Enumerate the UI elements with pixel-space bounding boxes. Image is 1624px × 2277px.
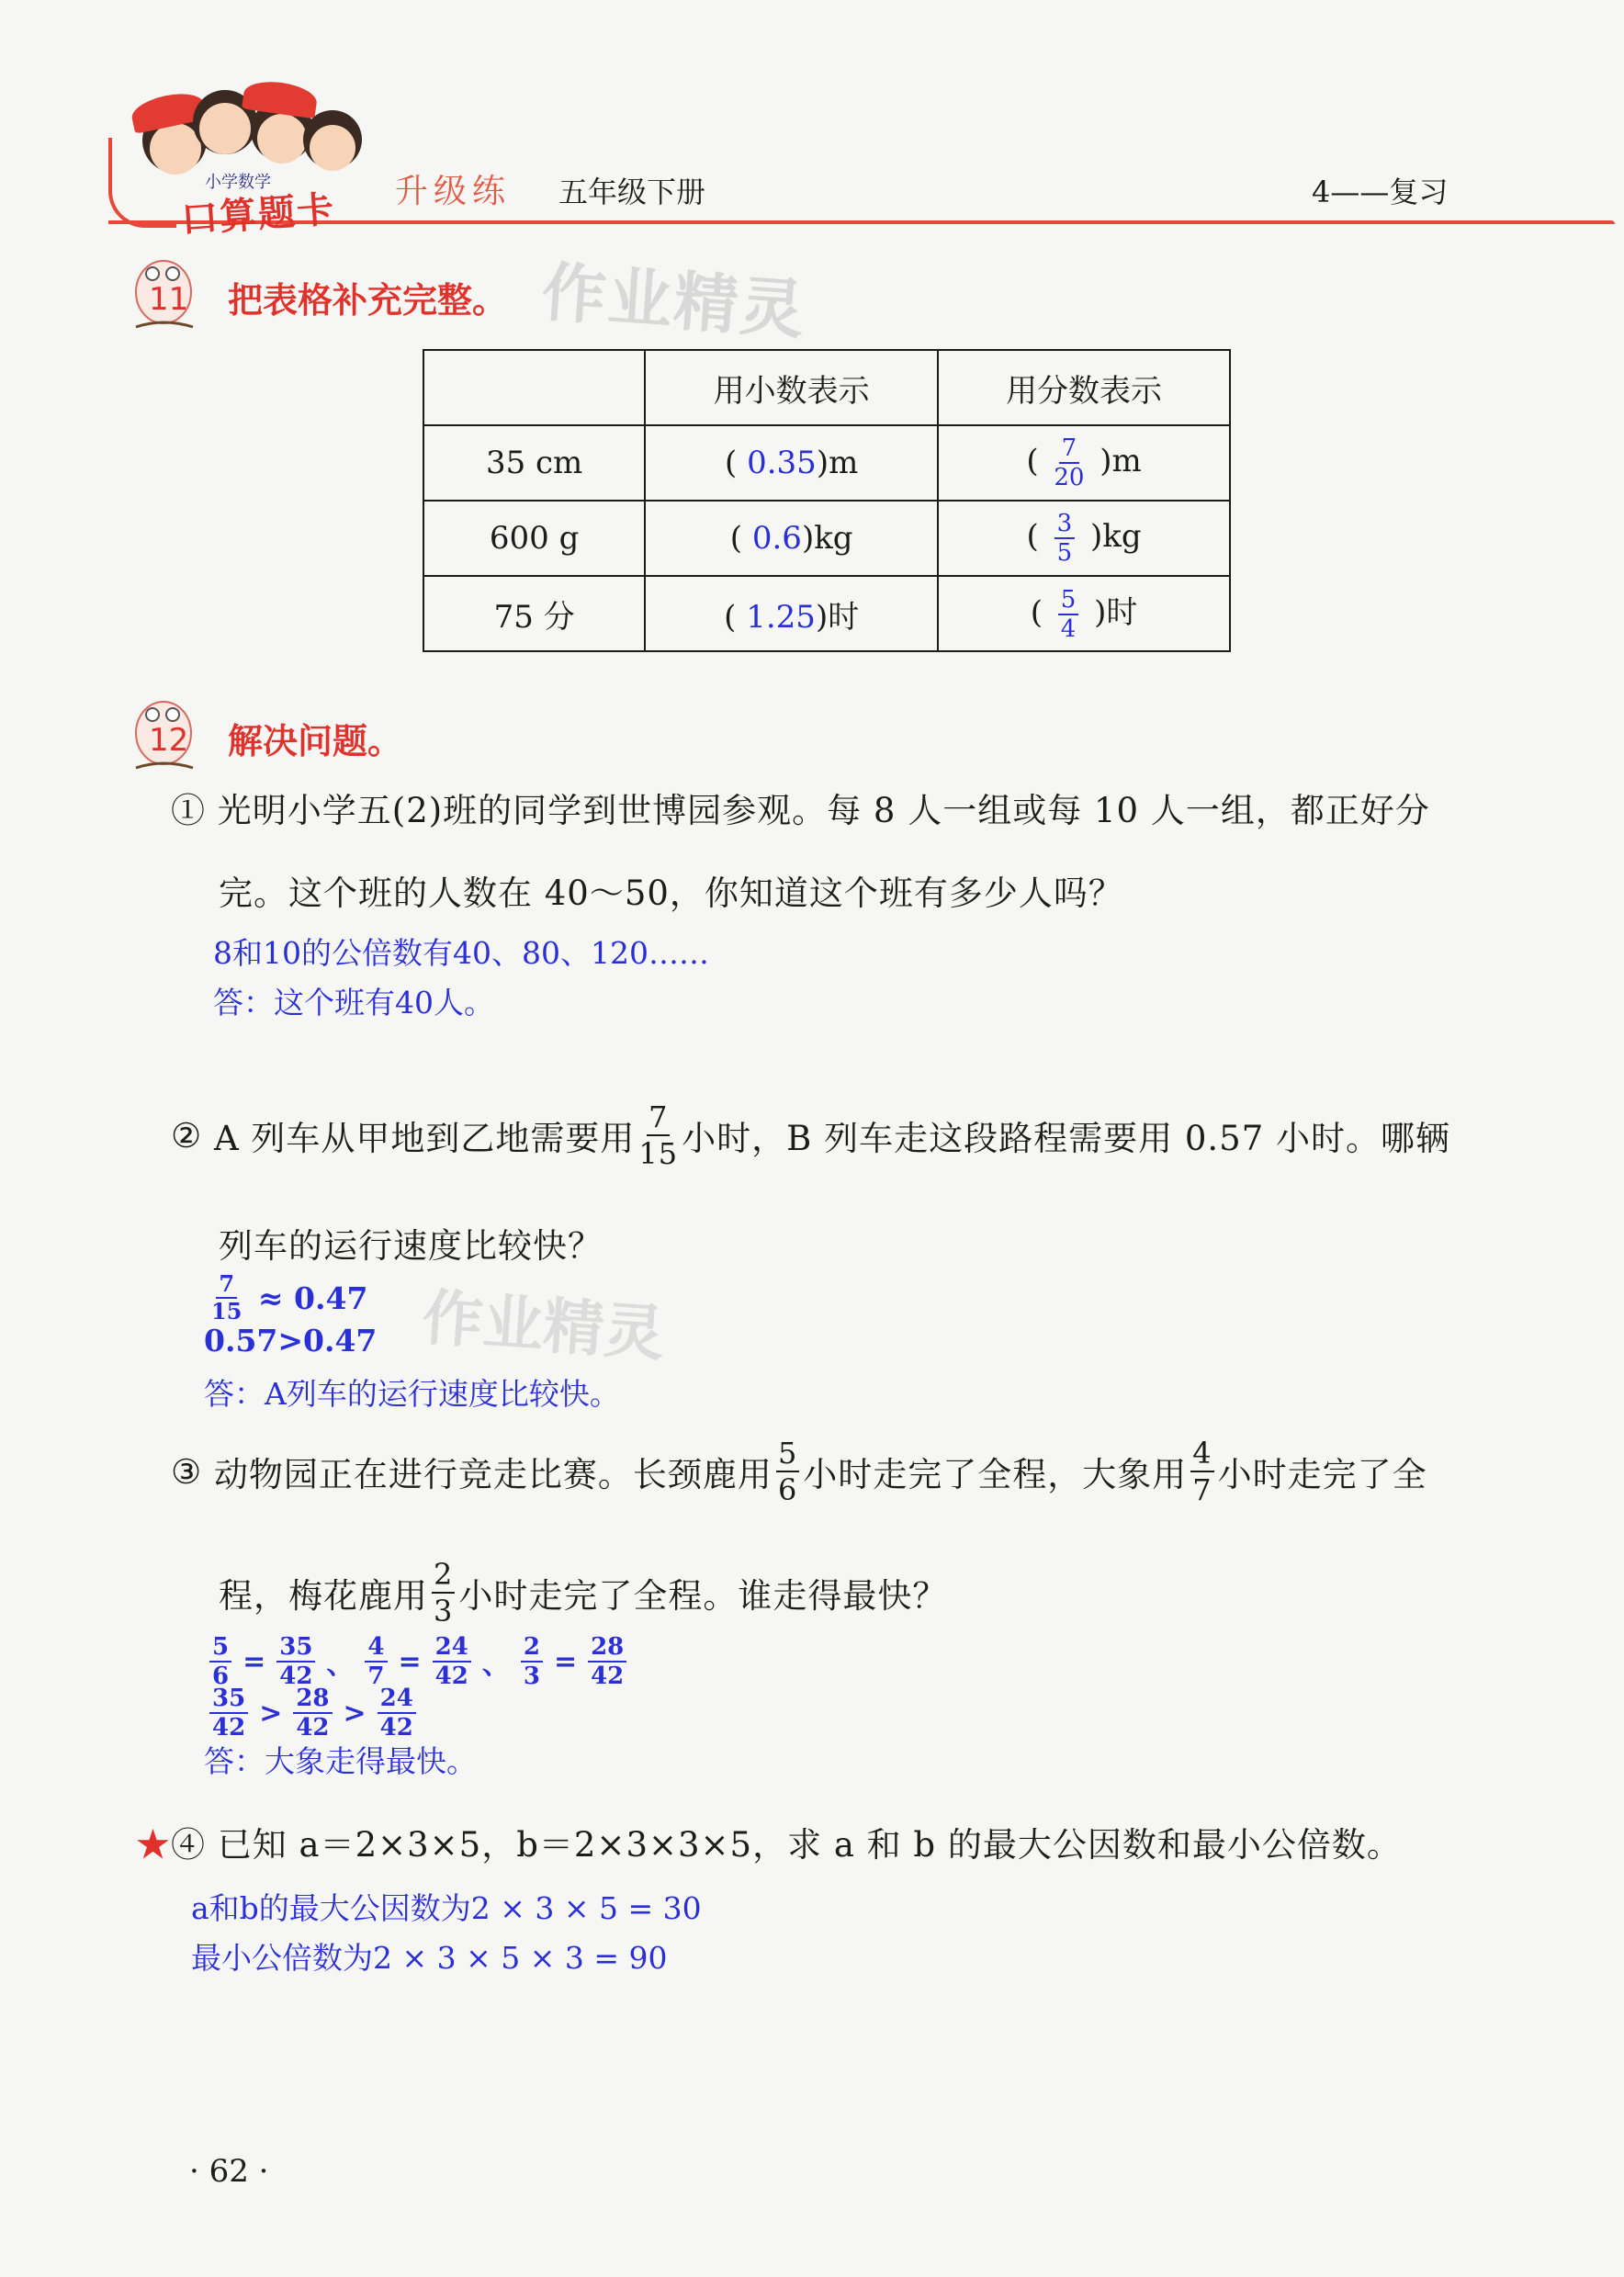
numerator: 5 (1058, 588, 1079, 615)
answer-3-line-1 (204, 1635, 632, 1688)
fraction (293, 1686, 332, 1740)
paren-open: ( (724, 598, 737, 636)
question-text: 程，梅花鹿用 (219, 1576, 428, 1616)
paren-open: ( (1030, 593, 1043, 631)
fraction (521, 1635, 543, 1688)
fraction-cell (938, 576, 1230, 651)
fraction-answer (1054, 436, 1084, 490)
question-text: 已知 a＝2×3×5，b＝2×3×3×5，求 a 和 b 的最大公因数和最小公倍数。 (217, 1825, 1402, 1865)
fraction (588, 1635, 626, 1688)
question-text: 小时走完了全 (1217, 1455, 1427, 1494)
decimal-cell (645, 576, 938, 651)
table-row (423, 576, 1230, 651)
watermark-text: 作业精灵 (420, 1281, 667, 1370)
denominator: 3 (434, 1594, 454, 1629)
row-label: 35 cm (423, 425, 645, 501)
table-row (423, 501, 1230, 576)
series-label: 升级练 (395, 173, 512, 210)
paren-open: ( (1026, 518, 1039, 555)
denominator: 7 (367, 1663, 385, 1690)
section-number: 12 (149, 722, 189, 759)
answer-1-line-2: 答：这个班有40人。 (213, 985, 494, 1020)
unit-text: )时 (815, 598, 860, 636)
page-number: · 62 · (189, 2153, 269, 2190)
fraction (276, 1635, 315, 1688)
numerator: 28 (588, 1635, 626, 1663)
question-text: 小时，B 列车走这段路程需要用 0.57 小时。哪辆 (682, 1119, 1450, 1158)
fraction (1190, 1438, 1213, 1505)
question-4 (136, 1817, 1402, 1866)
section-11-heading (129, 250, 882, 348)
numerator: 35 (276, 1635, 315, 1663)
table-header-cell: 用小数表示 (645, 350, 938, 425)
question-3-line-2 (219, 1557, 948, 1629)
question-mark: ① (171, 791, 206, 830)
question-mark: ③ (171, 1451, 203, 1492)
numerator: 7 (1059, 436, 1080, 464)
numerator: 7 (648, 1099, 669, 1134)
numerator: 7 (216, 1273, 237, 1299)
answer-symbol: 、 (481, 1649, 510, 1681)
fraction (211, 1270, 242, 1324)
answer-2-line-3: 答：A列车的运行速度比较快。 (204, 1376, 620, 1412)
watermark-text: 作业精灵 (539, 254, 809, 348)
answer-symbol: 、 (326, 1649, 355, 1681)
answer-2-line-1 (206, 1270, 368, 1324)
fraction (433, 1635, 471, 1688)
decimal-answer: 0.35 (747, 445, 817, 481)
question-mark: ② (171, 1115, 203, 1155)
brand-small-text: 小学数学 (205, 173, 271, 192)
question-1-line-2: 完。这个班的人数在 40～50，你知道这个班有多少人吗？ (219, 874, 1123, 913)
conversion-table (423, 349, 1231, 652)
paren-open: ( (725, 445, 738, 481)
fraction-answer (1054, 512, 1076, 565)
decimal-answer: 0.6 (751, 520, 802, 557)
numerator: 24 (378, 1686, 416, 1714)
question-1-line-1 (171, 783, 1430, 832)
question-text: 小时走完了全程，大象用 (803, 1455, 1188, 1494)
fraction (209, 1635, 231, 1688)
section-title: 把表格补充完整。 (228, 280, 508, 321)
numerator: 35 (209, 1686, 248, 1714)
decimal-answer: 1.25 (746, 598, 816, 636)
question-text: 动物园正在进行竞走比赛。长颈鹿用 (213, 1455, 773, 1494)
row-label: 75 分 (423, 576, 645, 651)
denominator: 20 (1054, 464, 1085, 491)
decimal-cell (645, 425, 938, 501)
question-text: 小时走完了全程。谁走得最快？ (458, 1576, 948, 1616)
star-icon: ★ (136, 1825, 171, 1865)
fraction (365, 1635, 387, 1688)
kid-face-icon (310, 125, 355, 171)
answer-1-line-1: 8和10的公倍数有40、80、120…… (213, 935, 709, 971)
answer-3-line-3: 答：大象走得最快。 (204, 1743, 477, 1779)
numerator: 24 (433, 1635, 471, 1663)
denominator: 15 (211, 1298, 242, 1324)
answer-symbol: > (259, 1696, 283, 1730)
fraction-answer (1058, 585, 1079, 643)
table-row (423, 425, 1230, 501)
brand-main-text: 口算题卡 (179, 188, 337, 242)
answer-symbol: = (398, 1645, 422, 1678)
denominator: 6 (777, 1472, 798, 1507)
fraction (776, 1438, 799, 1505)
section-number: 11 (149, 281, 189, 318)
fraction-cell (938, 425, 1230, 501)
question-2-line-1 (171, 1099, 1450, 1171)
paren-open: ( (729, 520, 743, 557)
answer-symbol: = (553, 1645, 578, 1678)
unit-text: )m (816, 445, 859, 481)
denominator: 42 (379, 1714, 413, 1742)
kid-face-icon (257, 114, 307, 163)
kid-face-icon (199, 103, 251, 154)
answer-3-line-2 (204, 1686, 422, 1740)
grade-label: 五年级下册 (558, 175, 706, 209)
brand-logo (115, 83, 381, 242)
answer-text: ≈ 0.47 (257, 1279, 368, 1316)
denominator: 42 (296, 1714, 330, 1742)
numerator: 2 (434, 1557, 454, 1592)
denominator: 4 (1060, 614, 1077, 643)
question-3-line-1 (171, 1438, 1427, 1505)
question-mark: ④ (171, 1825, 206, 1865)
question-text: 光明小学五(2)班的同学到世博园参观。每 8 人一组或每 10 人一组，都正好分 (217, 791, 1430, 830)
question-2-line-2: 列车的运行速度比较快？ (219, 1226, 603, 1266)
unit-text: )kg (801, 520, 853, 557)
fraction (638, 1099, 679, 1171)
unit-text: )kg (1089, 518, 1142, 555)
answer-symbol: = (242, 1645, 266, 1678)
denominator: 5 (1056, 539, 1073, 567)
answer-4-line-1: a和b的最大公因数为2 × 3 × 5 = 30 (191, 1890, 702, 1926)
answer-4-line-2: 最小公倍数为2 × 3 × 5 × 3 = 90 (191, 1940, 668, 1976)
numerator: 5 (777, 1436, 798, 1471)
numerator: 4 (365, 1635, 387, 1663)
denominator: 6 (212, 1663, 230, 1690)
numerator: 4 (1192, 1436, 1212, 1471)
unit-text: )m (1100, 443, 1142, 479)
denominator: 42 (279, 1663, 313, 1690)
unit-text: )时 (1094, 593, 1138, 631)
row-label: 600 g (423, 501, 645, 576)
numerator: 2 (521, 1635, 543, 1663)
section-12-heading (129, 691, 588, 783)
denominator: 7 (1192, 1472, 1212, 1507)
decimal-cell (645, 501, 938, 576)
denominator: 3 (523, 1663, 540, 1690)
denominator: 42 (434, 1663, 468, 1690)
table-header-row (423, 350, 1230, 425)
table-header-cell: 用分数表示 (938, 350, 1230, 425)
denominator: 42 (591, 1663, 625, 1690)
denominator: 15 (638, 1136, 679, 1171)
question-text: A 列车从甲地到乙地需要用 (213, 1119, 636, 1158)
numerator: 28 (293, 1686, 332, 1714)
answer-2-line-2: 0.57>0.47 (204, 1323, 378, 1358)
table-header-cell (423, 350, 645, 425)
paren-open: ( (1026, 443, 1039, 479)
numerator: 5 (209, 1635, 231, 1663)
denominator: 42 (212, 1714, 246, 1742)
section-title: 解决问题。 (228, 721, 403, 761)
fraction (209, 1686, 248, 1740)
fraction (432, 1557, 455, 1629)
header (0, 0, 1624, 242)
fraction (378, 1686, 416, 1740)
answer-symbol: > (343, 1696, 367, 1730)
numerator: 3 (1054, 512, 1076, 539)
fraction-cell (938, 501, 1230, 576)
unit-label: 4——复习 (1312, 175, 1449, 209)
